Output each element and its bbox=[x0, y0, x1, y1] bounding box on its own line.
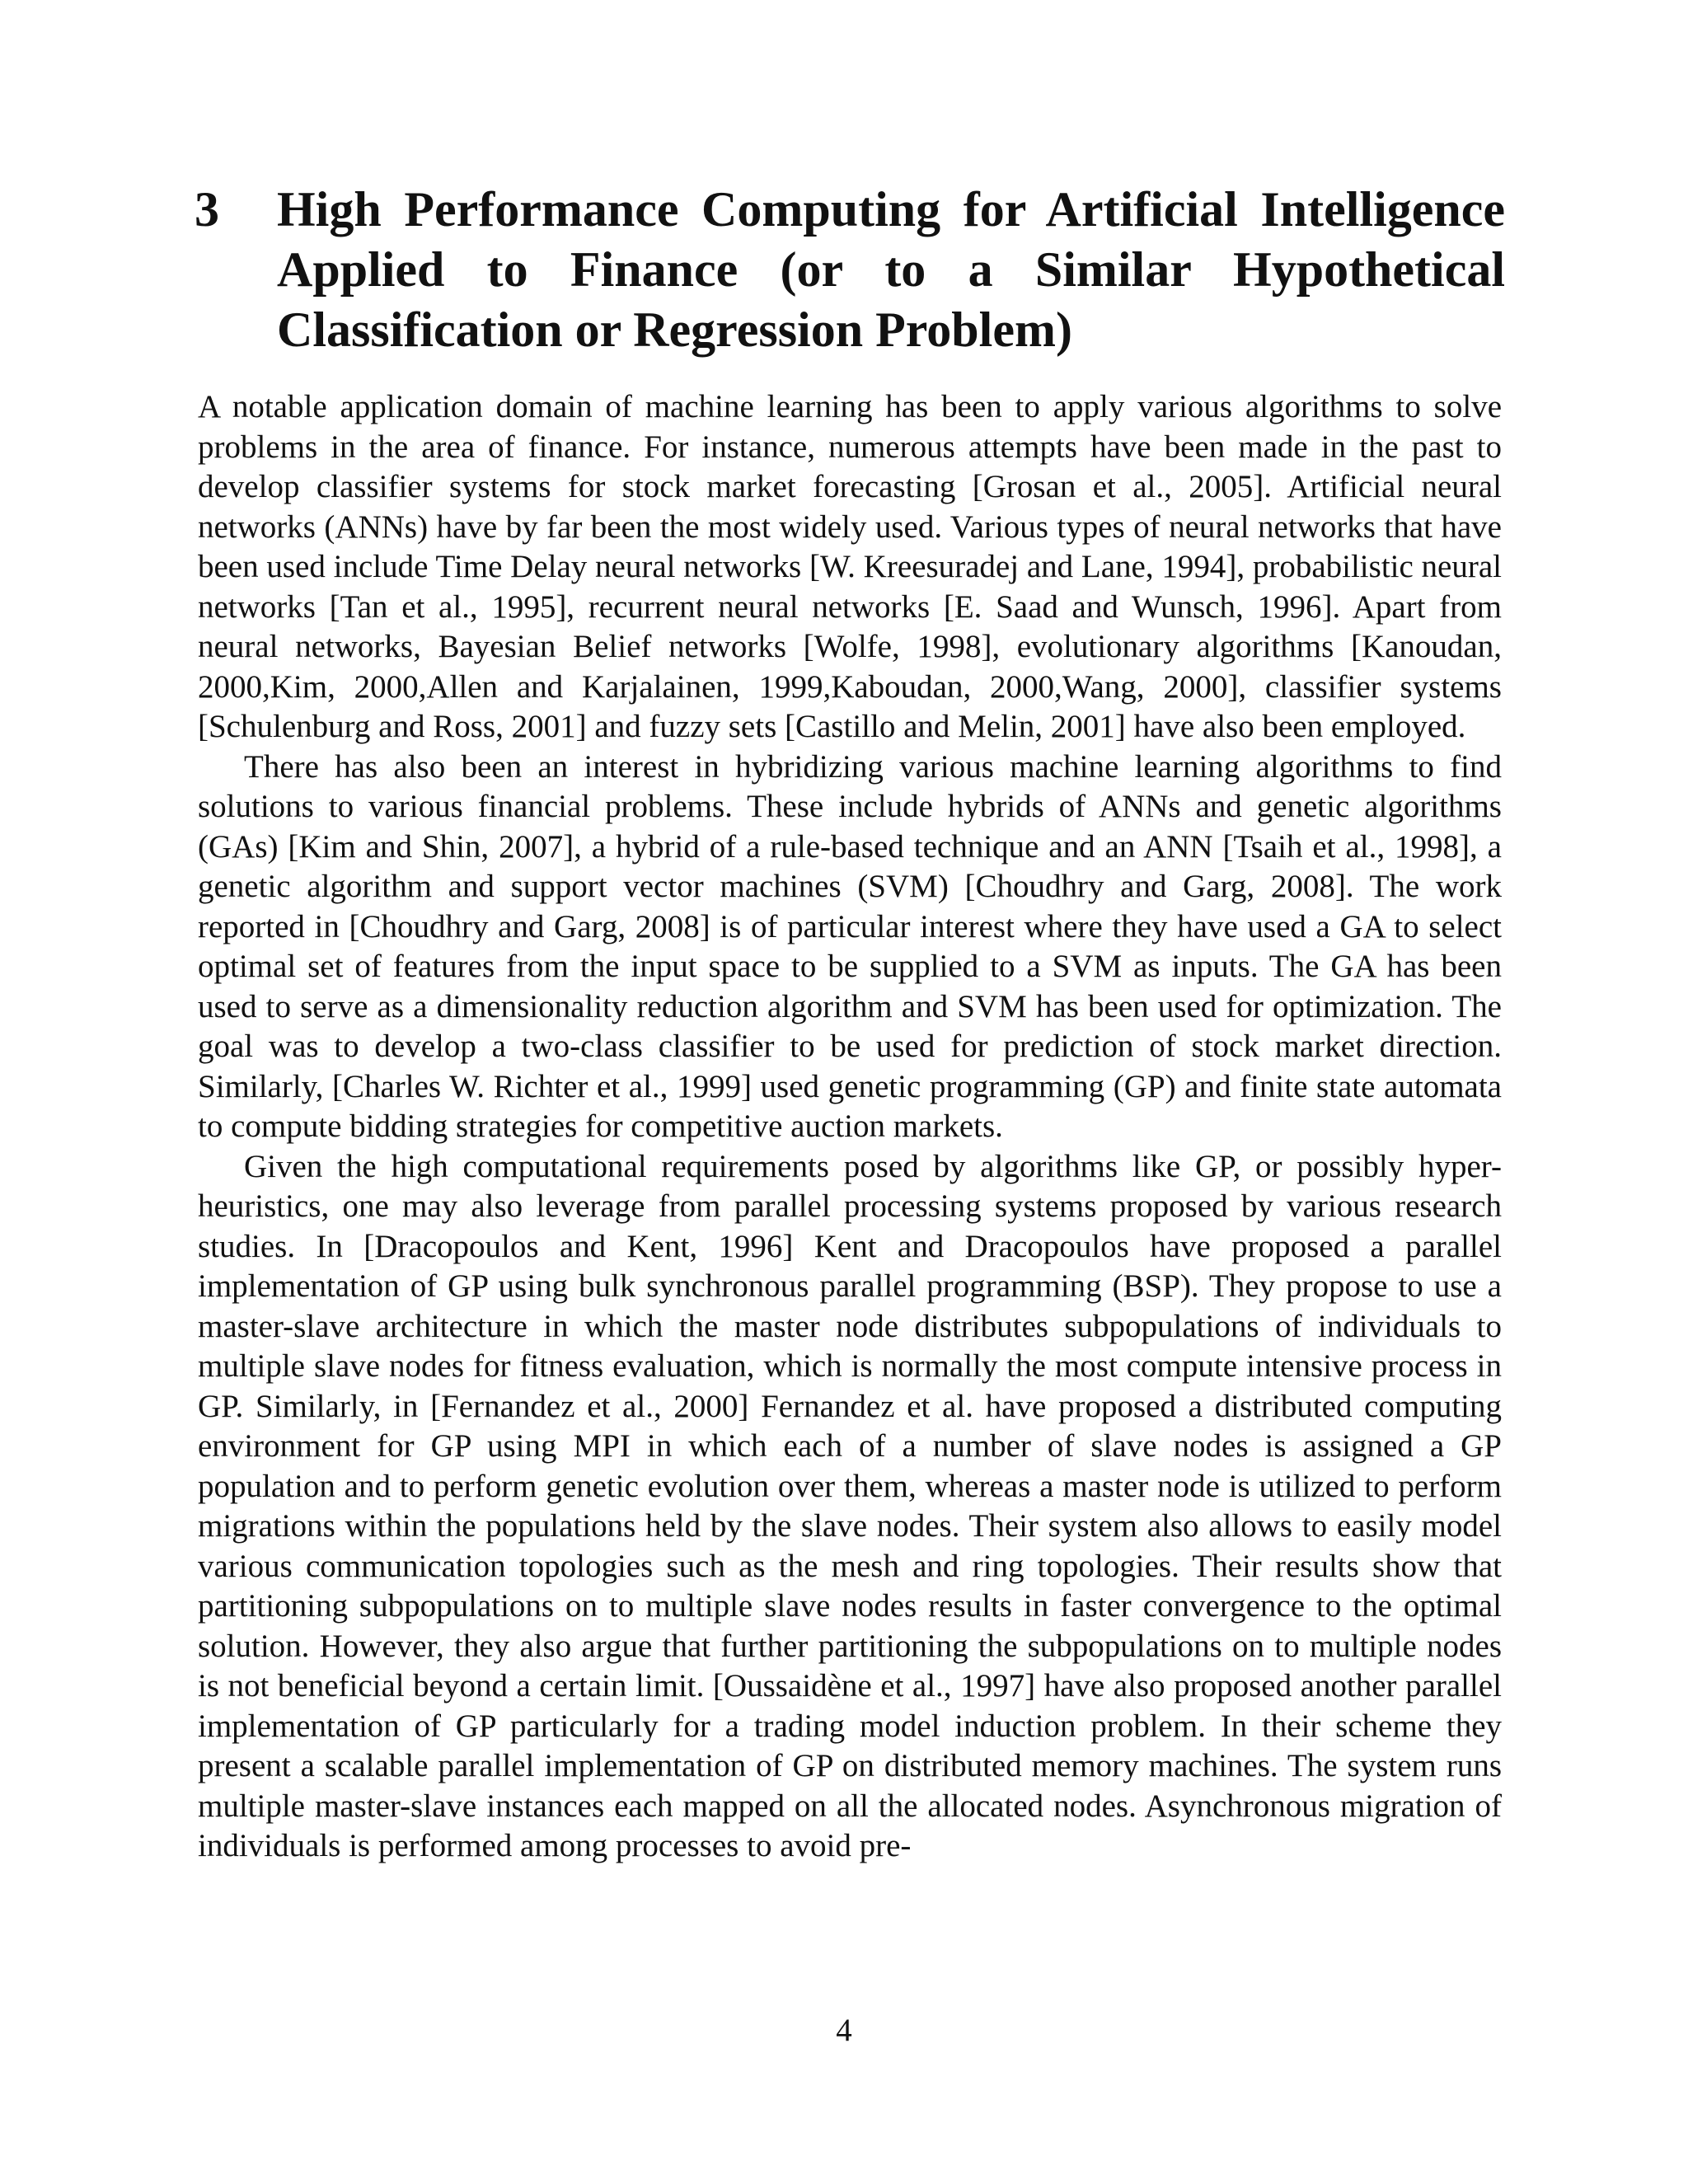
section-title: High Performance Computing for Artificial Intelligence Applied to Finance (or to a Similar Hypothetical Classification or Regression Problem) bbox=[277, 182, 1505, 357]
section-number: 3 bbox=[195, 182, 219, 237]
paragraph-hybrid-algorithms: There has also been an interest in hybridizing various machine learning algorithms to find solutions to various financial problems. These include hybrids of ANNs and genetic algorithms (GAs) [Kim and Shin, 2007], a hybrid of a rule-based technique and an ANN [Tsaih et al., 1998], a genetic algorithm and support vector machines (SVM) [Choudhry and Garg, 2008]. The work reported in [Choudhry and Garg, 2008] is of particular interest where they have used a GA to select optimal set of features from the input space to be supplied to a SVM as inputs. The GA has been used to serve as a dimensionality reduction algorithm and SVM has been used for optimization. The goal was to develop a two-class classifier to be used for prediction of stock market direction. Similarly, [Charles W. Richter et al., 1999] used genetic programming (GP) and finite state automata to compute bidding strategies for competitive auction markets. bbox=[198, 748, 1502, 1144]
page-number: 4 bbox=[836, 2013, 852, 2048]
section-body bbox=[198, 387, 1502, 1867]
paragraph-finance-applications: A notable application domain of machine learning has been to apply various algorithms to solve problems in the area of finance. For instance, numerous attempts have been made in the past to develop classifier systems for stock market forecasting [Grosan et al., 2005]. Artificial neural networks (ANNs) have by far been the most widely used. Various types of neural networks that have been used include Time Delay neural networks [W. Kreesuradej and Lane, 1994], probabilistic neural networks [Tan et al., 1995], recurrent neural networks [E. Saad and Wunsch, 1996]. Apart from neural networks, Bayesian Belief networks [Wolfe, 1998], evolutionary algorithms [Kanoudan, 2000,Kim, 2000,Allen and Karjalainen, 1999,Kaboudan, 2000,Wang, 2000], classifier systems [Schulenburg and Ross, 2001] and fuzzy sets [Castillo and Melin, 2001] have also been employed. bbox=[198, 389, 1502, 744]
paragraph-parallel-gp: Given the high computational requirements posed by algorithms like GP, or possibly hyper-heuristics, one may also leverage from parallel processing systems proposed by various research studies. In [Dracopoulos and Kent, 1996] Kent and Dracopoulos have proposed a parallel implementation of GP using bulk synchronous parallel programming (BSP). They propose to use a master-slave architecture in which the master node distributes subpopulations of individuals to multiple slave nodes for fitness evaluation, which is normally the most compute intensive process in GP. Similarly, in [Fernandez et al., 2000] Fernandez et al. have proposed a distributed computing environment for GP using MPI in which each of a number of slave nodes is assigned a GP population and to perform genetic evolution over them, whereas a master node is utilized to perform migrations within the populations held by the slave nodes. Their system also allows to easily model various communication topologies such as the mesh and ring topologies. Their results show that partitioning subpopulations on to multiple slave nodes results in faster convergence to the optimal solution. However, they also argue that further partitioning the subpopulations on to multiple nodes is not beneficial beyond a certain limit. [Oussaidène et al., 1997] have also proposed another parallel implementation of GP particularly for a trading model induction problem. In their scheme they present a scalable parallel implementation of GP on distributed memory machines. The system runs multiple master-slave instances each mapped on all the allocated nodes. Asynchronous migration of individuals is performed among processes to avoid pre- bbox=[198, 1148, 1502, 1863]
section-heading bbox=[195, 180, 1505, 360]
